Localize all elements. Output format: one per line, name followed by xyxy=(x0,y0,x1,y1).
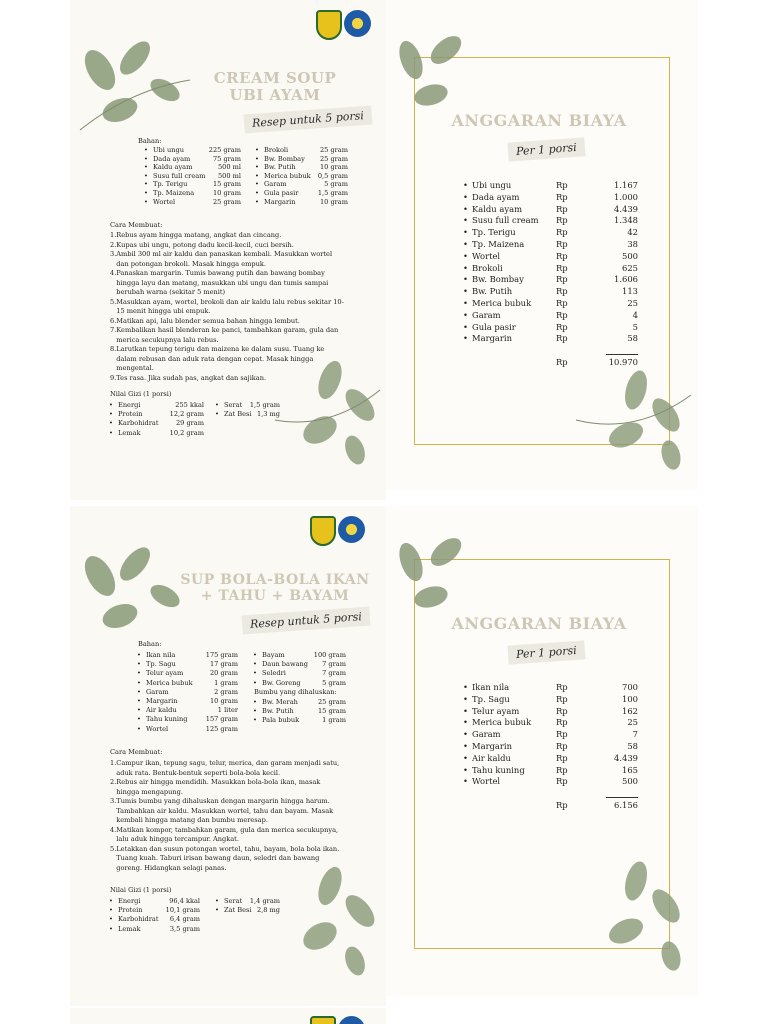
budget-item-name: • Air kaldu xyxy=(472,753,511,765)
budget-item-name: • Bw. Putih xyxy=(472,286,512,298)
step-line: lalu aduk hingga tercampur. Angkat. xyxy=(110,835,239,843)
step-line: Tuang kuah. Taburi irisan bawang daun, seledri dan bawang xyxy=(110,854,320,862)
budget-item-amount: 162 xyxy=(622,705,638,716)
institution-logo-icon xyxy=(344,10,371,37)
budget-item-amount: 7 xyxy=(632,729,638,740)
bahan-label: Bahan: xyxy=(138,137,162,145)
budget-item-name: • Garam xyxy=(472,729,501,741)
ingredient-qty: 7 gram xyxy=(322,660,346,669)
ingredient-name: • Bw. Bombay xyxy=(264,155,305,164)
ingredient-name: • Margarin xyxy=(264,198,296,207)
budget-item-amount: 25 xyxy=(627,717,638,728)
bumbu-label: Bumbu yang dihaluskan: xyxy=(254,688,337,696)
ingredient-name: • Tahu kuning xyxy=(146,715,187,724)
currency-label: Rp xyxy=(556,741,568,751)
budget-item-name: • Merica bubuk xyxy=(472,717,531,729)
budget-item-name: • Wortel xyxy=(472,776,500,788)
budget-item-name: • Tp. Maizena xyxy=(472,239,524,251)
ingredient-name: • Kaldu ayam xyxy=(153,163,192,172)
institution-logo-icon xyxy=(338,516,365,543)
step-line: hingga mengapung. xyxy=(110,787,183,796)
ingredient-name: • Tp. Sagu xyxy=(146,660,176,669)
budget-item-name: • Gula pasir xyxy=(472,322,516,334)
ingredient-name: • Ubi ungu xyxy=(153,146,184,155)
leaf-decoration-icon xyxy=(386,532,496,622)
leaf-decoration-icon xyxy=(270,350,386,470)
ingredient-qty: 25 gram xyxy=(319,146,348,154)
regency-logo-icon xyxy=(310,1016,336,1024)
step-line: 5.Letakkan dan susun potongan wortel, tahu, bayam, bola bola ikan. xyxy=(110,844,340,853)
step-line: aduk rata. Bentuk-bentuk seperti bola-bola kecil. xyxy=(110,768,281,777)
ingredient-qty: 17 gram xyxy=(209,660,238,669)
budget-item-name: • Susu full cream xyxy=(472,215,539,227)
currency-label: Rp xyxy=(556,309,568,320)
ingredient-name: • Bw. Putih xyxy=(262,707,294,716)
ingredient-name: • Garam xyxy=(146,688,169,697)
ingredient-name: • Air kaldu xyxy=(146,706,177,715)
currency-label: Rp xyxy=(556,203,568,214)
total-divider xyxy=(606,354,638,355)
step-line: berubah warna (sekitar 5 menit) xyxy=(110,288,226,296)
ingredient-qty: 10,2 gram xyxy=(169,428,204,437)
budget-item-amount: 4.439 xyxy=(614,203,638,214)
currency-label: Rp xyxy=(556,682,568,692)
ingredient-name: • Protein xyxy=(118,410,142,419)
ingredient-qty: 2,8 mg xyxy=(256,906,280,915)
ingredient-qty: 2 gram xyxy=(214,687,238,696)
ingredient-qty: 25 gram xyxy=(317,698,346,706)
ingredient-qty: 1 gram xyxy=(322,716,346,725)
step-line: 2.Kupas ubi ungu, potong dadu kecil-kecil, cuci bersih. xyxy=(110,240,294,249)
cara-label: Cara Membuat: xyxy=(110,748,163,756)
currency-label: Rp xyxy=(556,764,568,775)
step-line: 8.Larutkan tepung terigu dan maizena ke dalam susu. Tuang ke xyxy=(110,345,325,353)
budget-subtitle: Per 1 porsi xyxy=(507,640,585,664)
currency-label: Rp xyxy=(556,333,568,344)
ingredient-name: • Zat Besi xyxy=(224,906,252,915)
step-line: kembali hingga matang dan bumbu meresap. xyxy=(110,816,268,824)
leaf-decoration-icon xyxy=(70,30,200,150)
budget-item-name: • Tahu kuning xyxy=(472,765,525,777)
ingredient-qty: 10 gram xyxy=(319,163,348,172)
budget-item-amount: 100 xyxy=(622,693,638,704)
budget-item-amount: 1.000 xyxy=(614,191,638,202)
gizi-label: Nilai Gizi (1 porsi) xyxy=(110,886,172,894)
ingredient-name: • Tp. Maizena xyxy=(153,189,194,198)
budget-item-amount: 700 xyxy=(622,682,638,692)
ingredient-qty: 15 gram xyxy=(212,180,241,189)
ingredient-qty: 175 gram xyxy=(205,651,238,659)
institution-logo-icon xyxy=(338,1016,365,1024)
ingredient-qty: 75 gram xyxy=(212,154,241,163)
recipe-subtitle: Resep untuk 5 porsi xyxy=(241,607,370,635)
ingredient-qty: 12,2 gram xyxy=(169,410,204,419)
total-divider xyxy=(606,797,638,798)
currency-label: Rp xyxy=(556,357,568,368)
ingredient-qty: 25 gram xyxy=(212,197,241,206)
budget-item-name: • Margarin xyxy=(472,333,512,345)
currency-label: Rp xyxy=(556,227,568,238)
step-line: merica secukupnya lalu rebus. xyxy=(110,335,219,344)
ingredient-name: • Bw. Merah xyxy=(262,698,298,707)
currency-label: Rp xyxy=(556,717,568,728)
ingredient-name: • Ikan nila xyxy=(146,651,175,660)
ingredient-name: • Dada ayam xyxy=(153,155,190,164)
ingredient-name: • Susu full cream xyxy=(153,172,205,181)
ingredient-name: • Serat xyxy=(224,897,242,906)
cara-label: Cara Membuat: xyxy=(110,221,163,229)
budget-item-name: • Garam xyxy=(472,310,501,322)
ingredient-qty: 10 gram xyxy=(319,197,348,206)
budget-total: 6.156 xyxy=(614,800,638,811)
step-line: Tambahkan air kaldu. Masukkan wortel, tahu dan bayam. Masak xyxy=(110,806,334,815)
leaf-decoration-icon xyxy=(566,360,698,480)
ingredient-name: • Garam xyxy=(264,180,287,189)
step-line: 2.Rebus air hingga mendidih. Masukkan bola-bola ikan, masak xyxy=(110,778,321,786)
ingredient-qty: 20 gram xyxy=(209,669,238,678)
budget-item-name: • Bw. Bombay xyxy=(472,274,524,286)
ingredient-name: • Lemak xyxy=(118,925,140,934)
ingredient-name: • Margarin xyxy=(146,697,178,706)
step-line: hingga layu dan matang, masukkan ubi ungu dan tumis sampai xyxy=(110,278,329,287)
ingredient-name: • Wortel xyxy=(153,198,175,207)
currency-label: Rp xyxy=(556,274,568,285)
ingredient-qty: 96,4 kkal xyxy=(169,897,200,905)
currency-label: Rp xyxy=(556,800,568,811)
ingredient-qty: 25 gram xyxy=(319,154,348,163)
ingredient-name: • Karbohidrat xyxy=(118,419,159,428)
budget-item-amount: 625 xyxy=(622,262,638,273)
ingredient-qty: 500 ml xyxy=(217,163,241,172)
gizi-label: Nilai Gizi (1 porsi) xyxy=(110,390,172,398)
budget-page-2 xyxy=(386,506,698,996)
step-line: 3.Tumis bumbu yang dihaluskan dengan margarin hingga harum. xyxy=(110,797,330,805)
ingredient-qty: 10 gram xyxy=(212,189,241,197)
ingredient-name: • Serat xyxy=(224,401,242,410)
budget-item-amount: 58 xyxy=(627,333,638,344)
ingredient-qty: 1 liter xyxy=(217,706,238,715)
budget-item-amount: 1.606 xyxy=(614,274,638,285)
ingredient-qty: 7 gram xyxy=(322,669,346,678)
ingredient-name: • Gula pasir xyxy=(264,189,298,198)
ingredient-name: • Tp. Terigu xyxy=(153,180,187,189)
ingredient-name: • Bw. Putih xyxy=(264,163,296,172)
ingredient-name: • Wortel xyxy=(146,725,168,734)
budget-item-name: • Margarin xyxy=(472,741,512,753)
ingredient-qty: 3,5 gram xyxy=(169,924,200,933)
step-line: dan potongan brokoli. Masak hingga empuk. xyxy=(110,259,266,268)
step-line: 15 menit hingga ubi empuk. xyxy=(110,307,211,315)
ingredient-qty: 10,1 gram xyxy=(165,906,200,915)
ingredient-name: • Daun bawang xyxy=(262,660,308,669)
ingredient-name: • Bw. Goreng xyxy=(262,679,301,688)
currency-label: Rp xyxy=(556,215,568,226)
currency-label: Rp xyxy=(556,729,568,740)
ingredient-qty: 0,5 gram xyxy=(317,171,348,180)
ingredient-qty: 1 gram xyxy=(214,678,238,687)
step-line: 5.Masukkan ayam, wortel, brokoli dan air kaldu lalu rebus sekitar 10- xyxy=(110,297,344,306)
recipe-page-3-partial xyxy=(70,1008,386,1024)
budget-item-amount: 4 xyxy=(632,309,638,320)
step-line: goreng. Hidangkan selagi panas. xyxy=(110,863,227,872)
recipe-page-2 xyxy=(70,506,386,1006)
currency-label: Rp xyxy=(556,250,568,261)
currency-label: Rp xyxy=(556,286,568,297)
budget-title: ANGGARAN BIAYA xyxy=(451,614,627,633)
ingredient-name: • Merica bubuk xyxy=(146,679,193,688)
recipe-title: SUP BOLA-BOLA IKAN + TAHU + BAYAM xyxy=(180,572,370,604)
ingredient-qty: 225 gram xyxy=(208,146,241,154)
step-line: 4.Matikan kompor, tambahkan garam, gula dan merica secukupnya, xyxy=(110,825,339,834)
budget-item-name: • Tp. Sagu xyxy=(472,694,510,706)
budget-item-name: • Brokoli xyxy=(472,263,503,275)
currency-label: Rp xyxy=(556,191,568,202)
ingredient-name: • Karbohidrat xyxy=(118,915,159,924)
budget-item-name: • Dada ayam xyxy=(472,192,519,204)
leaf-decoration-icon xyxy=(566,851,698,981)
budget-item-name: • Wortel xyxy=(472,251,500,263)
budget-item-amount: 42 xyxy=(627,227,638,238)
budget-item-name: • Kaldu ayam xyxy=(472,204,522,216)
currency-label: Rp xyxy=(556,262,568,273)
ingredient-name: • Telur ayam xyxy=(146,669,183,678)
budget-item-amount: 4.439 xyxy=(614,752,638,763)
ingredient-name: • Pala bubuk xyxy=(262,716,299,725)
step-line: 6.Matikan api, lalu blender semua bahan hingga lembut. xyxy=(110,316,300,325)
ingredient-name: • Lemak xyxy=(118,429,140,438)
budget-page-1 xyxy=(386,0,698,490)
ingredient-qty: 100 gram xyxy=(313,651,346,659)
regency-logo-icon xyxy=(310,516,336,546)
recipe-page-1 xyxy=(70,0,386,500)
budget-item-amount: 165 xyxy=(622,764,638,775)
budget-item-name: • Ikan nila xyxy=(472,682,509,694)
step-line: 1.Rebus ayam hingga matang, angkat dan cincang. xyxy=(110,231,282,239)
ingredient-qty: 1,3 mg xyxy=(256,410,280,419)
leaf-decoration-icon xyxy=(270,856,386,986)
regency-logo-icon xyxy=(316,10,342,40)
ingredient-qty: 5 gram xyxy=(322,678,346,687)
ingredient-name: • Bayam xyxy=(262,651,285,660)
budget-item-amount: 5 xyxy=(632,321,638,332)
budget-item-amount: 500 xyxy=(622,776,638,787)
recipe-title: CREAM SOUP UBI AYAM xyxy=(213,69,337,104)
ingredient-name: • Energi xyxy=(118,401,140,410)
ingredient-name: • Protein xyxy=(118,906,142,915)
recipe-subtitle: Resep untuk 5 porsi xyxy=(243,106,372,134)
ingredient-name: • Energi xyxy=(118,897,140,906)
budget-item-name: • Merica bubuk xyxy=(472,298,531,310)
currency-label: Rp xyxy=(556,298,568,308)
ingredient-qty: 157 gram xyxy=(205,715,238,724)
budget-item-amount: 500 xyxy=(622,250,638,261)
bahan-label: Bahan: xyxy=(138,640,162,648)
step-line: 7.Kembalikan hasil blenderan ke panci, tambahkan garam, gula dan xyxy=(110,326,339,334)
currency-label: Rp xyxy=(556,705,568,716)
step-line: 3.Ambil 300 ml air kaldu dan panaskan kembali. Masukkan wortel xyxy=(110,250,333,258)
budget-item-amount: 1.348 xyxy=(614,215,638,226)
currency-label: Rp xyxy=(556,776,568,787)
currency-label: Rp xyxy=(556,752,568,763)
ingredient-qty: 125 gram xyxy=(205,724,238,733)
budget-item-amount: 113 xyxy=(622,286,638,297)
ingredient-qty: 500 ml xyxy=(217,171,241,180)
ingredient-qty: 1,5 gram xyxy=(317,189,348,197)
step-line: 9.Tes rasa. Jika sudah pas, angkat dan sajikan. xyxy=(110,373,267,382)
budget-item-amount: 1.167 xyxy=(614,180,638,190)
step-line: dalam rebusan dan aduk rata dengan cepat. Masak hingga xyxy=(110,354,314,363)
step-line: mengental. xyxy=(110,364,154,372)
ingredient-name: • Brokoli xyxy=(264,146,288,155)
leaf-decoration-icon xyxy=(386,30,496,120)
ingredient-qty: 1,5 gram xyxy=(249,401,280,409)
budget-item-amount: 38 xyxy=(627,239,638,249)
ingredient-qty: 6,4 gram xyxy=(169,915,200,924)
budget-item-amount: 58 xyxy=(627,741,638,751)
budget-subtitle: Per 1 porsi xyxy=(507,137,585,161)
ingredient-qty: 1,4 gram xyxy=(249,897,280,905)
currency-label: Rp xyxy=(556,693,568,704)
step-line: 4.Panaskan margarin. Tumis bawang putih dan bawang bombay xyxy=(110,269,325,277)
budget-total: 10.970 xyxy=(608,357,638,368)
ingredient-qty: 10 gram xyxy=(209,697,238,705)
ingredient-qty: 255 kkal xyxy=(175,401,204,409)
budget-item-amount: 25 xyxy=(627,298,638,308)
budget-item-name: • Tp. Terigu xyxy=(472,227,516,239)
currency-label: Rp xyxy=(556,180,568,190)
currency-label: Rp xyxy=(556,239,568,249)
budget-item-name: • Ubi ungu xyxy=(472,180,511,192)
ingredient-qty: 5 gram xyxy=(324,180,348,189)
ingredient-qty: 15 gram xyxy=(317,707,346,716)
ingredient-name: • Seledri xyxy=(262,669,286,678)
budget-item-name: • Telur ayam xyxy=(472,706,519,718)
ingredient-name: • Merica bubuk xyxy=(264,172,311,181)
currency-label: Rp xyxy=(556,321,568,332)
step-line: 1.Campur ikan, tepung sagu, telur, merica, dan garam menjadi satu, xyxy=(110,759,340,767)
ingredient-name: • Zat Besi xyxy=(224,410,252,419)
budget-title: ANGGARAN BIAYA xyxy=(451,111,627,130)
ingredient-qty: 29 gram xyxy=(175,419,204,428)
